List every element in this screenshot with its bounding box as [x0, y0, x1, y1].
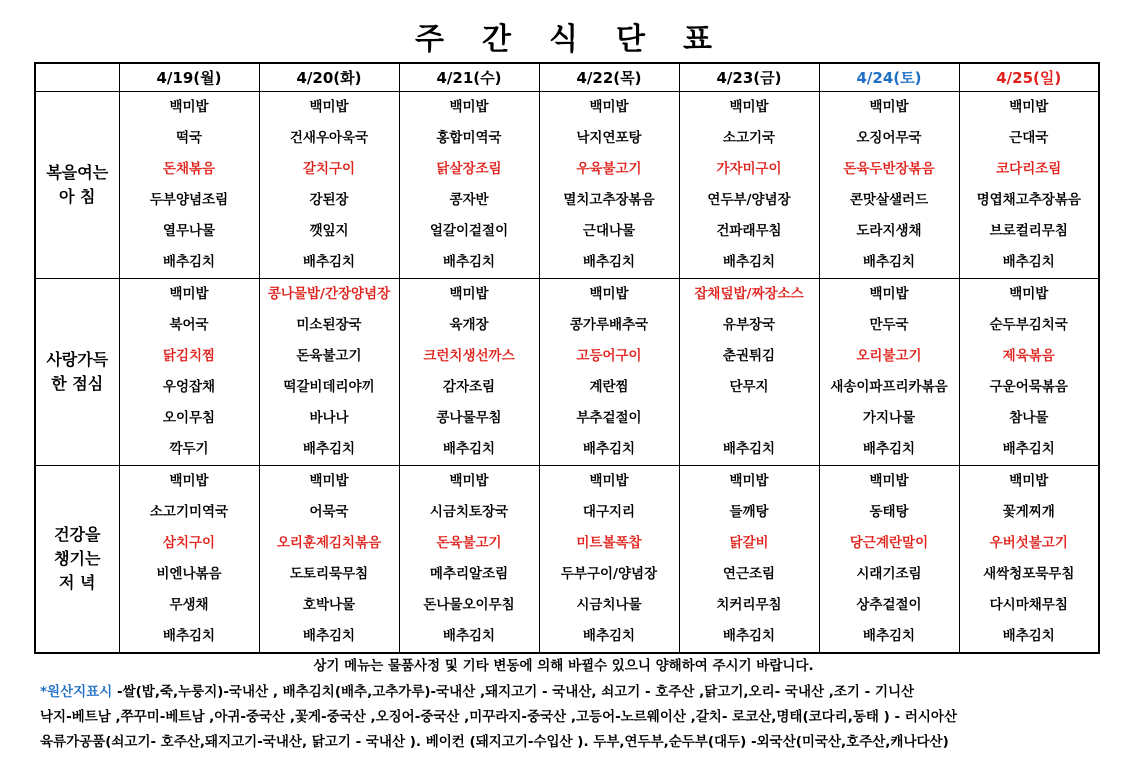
- menu-item: 바나나: [309, 410, 349, 426]
- menu-item: 들깨탕: [729, 504, 769, 520]
- menu-item: 새싹청포묵무침: [983, 566, 1075, 582]
- menu-item: 배추김치: [302, 441, 356, 457]
- meal-label-line: 아 침: [59, 187, 96, 206]
- menu-item: 백미밥: [589, 473, 629, 489]
- menu-cell: [679, 279, 819, 466]
- meal-label: [35, 279, 119, 466]
- menu-item: 콩나물밥/간장양념장: [267, 286, 391, 302]
- menu-item: 대구지리: [582, 504, 636, 520]
- menu-item: 가자미구이: [716, 161, 782, 177]
- origin-line-1-text: -쌀(밥,죽,누룽지)-국내산 , 배추김치(배추,고추가루)-국내산 ,돼지고기 - 국내산, 쇠고기 - 호주산 ,닭고기,오리- 국내산 ,조기 - 기니산: [112, 684, 915, 700]
- day-header: 4/25(일): [959, 63, 1099, 92]
- menu-item: 만두국: [869, 317, 909, 333]
- menu-item: 도라지생채: [856, 223, 922, 239]
- menu-item: 근대나물: [582, 223, 636, 239]
- menu-item: 감자조림: [442, 379, 496, 395]
- day-header: 4/20(화): [259, 63, 399, 92]
- meal-label-line: 한 점심: [51, 374, 104, 393]
- menu-item: 잡채덮밥/짜장소스: [694, 286, 804, 302]
- menu-item: 닭살장조림: [436, 161, 502, 177]
- menu-item: 배추김치: [862, 254, 916, 270]
- menu-item: 배추김치: [162, 254, 216, 270]
- menu-cell: [819, 466, 959, 654]
- menu-item: 백미밥: [169, 473, 209, 489]
- menu-item: 우버섯불고기: [989, 535, 1068, 551]
- menu-item: 콩가루배추국: [569, 317, 649, 333]
- menu-item: 고등어구이: [576, 348, 642, 364]
- menu-item: 시금치토장국: [429, 504, 509, 520]
- menu-cell: [679, 466, 819, 654]
- menu-item: 멸치고추장볶음: [563, 192, 655, 208]
- menu-item: 참나물: [1009, 410, 1049, 426]
- menu-item: 닭갈비: [729, 535, 769, 551]
- menu-item: 건파래무침: [716, 223, 782, 239]
- menu-item: 백미밥: [309, 473, 349, 489]
- menu-item: 배추김치: [1002, 254, 1055, 270]
- day-header: 4/19(월): [119, 63, 259, 92]
- menu-item: 배추김치: [302, 628, 356, 644]
- menu-item: 백미밥: [449, 286, 489, 302]
- menu-item: 순두부김치국: [989, 317, 1068, 333]
- menu-item: 백미밥: [309, 99, 349, 115]
- menu-item: 백미밥: [169, 286, 209, 302]
- menu-item: 백미밥: [589, 99, 629, 115]
- menu-item: 부추겉절이: [576, 410, 642, 426]
- menu-item: 갈치구이: [302, 161, 356, 177]
- menu-item: 연근조림: [722, 566, 776, 582]
- meal-label-line: 복을여는: [46, 163, 109, 182]
- menu-item: 콩자반: [449, 192, 489, 208]
- menu-item: 배추김치: [442, 254, 496, 270]
- menu-cell: [399, 92, 539, 279]
- menu-item: 치커리무침: [716, 597, 782, 613]
- menu-item: 오징어무국: [856, 130, 922, 146]
- menu-item: 강된장: [309, 192, 349, 208]
- menu-item: 단무지: [729, 379, 769, 395]
- menu-cell: [959, 279, 1099, 466]
- menu-item: 배추김치: [722, 441, 776, 457]
- menu-item: 돈육두반장볶음: [843, 161, 935, 177]
- menu-cell: [399, 466, 539, 654]
- menu-item: 돈나물오이무침: [423, 597, 515, 613]
- menu-item: 백미밥: [449, 99, 489, 115]
- menu-item: 백미밥: [869, 99, 909, 115]
- menu-item: 미소된장국: [296, 317, 362, 333]
- menu-item: 유부장국: [722, 317, 776, 333]
- menu-item: 두부양념조림: [149, 192, 229, 208]
- menu-item: 북어국: [169, 317, 209, 333]
- menu-item: 배추김치: [1002, 628, 1055, 644]
- menu-item: 열무나물: [162, 223, 216, 239]
- menu-item: 우육불고기: [576, 161, 642, 177]
- menu-item: 배추김치: [582, 628, 636, 644]
- menu-item: 크런치생선까스: [423, 348, 515, 364]
- menu-cell: [959, 92, 1099, 279]
- menu-item: 명엽채고추장볶음: [976, 192, 1081, 208]
- menu-item: 떡갈비데리야끼: [283, 379, 375, 395]
- menu-item: 배추김치: [862, 628, 916, 644]
- menu-item: 코다리조림: [996, 161, 1062, 177]
- day-header: 4/22(목): [539, 63, 679, 92]
- menu-item: 오리훈제김치볶음: [276, 535, 382, 551]
- menu-cell: [679, 92, 819, 279]
- menu-item: 제육볶음: [1002, 348, 1055, 364]
- menu-item: 오리불고기: [856, 348, 922, 364]
- menu-item: 백미밥: [1009, 286, 1049, 302]
- menu-cell: [259, 92, 399, 279]
- menu-item: 돈채볶음: [162, 161, 216, 177]
- menu-item: 배추김치: [1002, 441, 1055, 457]
- meal-row: [35, 466, 1099, 654]
- menu-item: 떡국: [175, 130, 203, 146]
- menu-cell: [119, 279, 259, 466]
- menu-item: 콘맛살샐러드: [849, 192, 929, 208]
- meal-label-line: 저 녁: [59, 573, 96, 592]
- weekly-menu-table: [34, 62, 1100, 654]
- meal-label-line: 건강을: [54, 525, 101, 544]
- menu-item: 홍합미역국: [436, 130, 502, 146]
- menu-item: 백미밥: [869, 473, 909, 489]
- meal-row: [35, 92, 1099, 279]
- menu-item: 백미밥: [729, 473, 769, 489]
- menu-item: 닭김치찜: [162, 348, 216, 364]
- menu-item: 무생채: [169, 597, 209, 613]
- menu-item: 다시마채무침: [989, 597, 1068, 613]
- menu-item: 구운어묵볶음: [989, 379, 1068, 395]
- menu-item: 건새우아욱국: [289, 130, 369, 146]
- page-title: 주간식단표: [415, 22, 750, 57]
- menu-cell: [539, 466, 679, 654]
- day-header: 4/24(토): [819, 63, 959, 92]
- menu-item: 배추김치: [162, 628, 216, 644]
- menu-item: 백미밥: [169, 99, 209, 115]
- menu-item: 배추김치: [442, 628, 496, 644]
- origin-lead: *원산지표시: [40, 684, 113, 700]
- menu-item: 배추김치: [582, 441, 636, 457]
- menu-item: 상추겉절이: [856, 597, 922, 613]
- menu-cell: [539, 279, 679, 466]
- menu-item: 배추김치: [582, 254, 636, 270]
- menu-item: 백미밥: [1009, 473, 1049, 489]
- menu-item: 배추김치: [442, 441, 496, 457]
- menu-item: 돈육불고기: [436, 535, 502, 551]
- menu-item: 가지나물: [862, 410, 916, 426]
- menu-item: 근대국: [1009, 130, 1049, 146]
- meal-label-line: 챙기는: [54, 549, 101, 568]
- menu-item: 배추김치: [722, 254, 776, 270]
- menu-cell: [119, 92, 259, 279]
- meal-label: [35, 92, 119, 279]
- menu-item: 브로컬리무침: [989, 223, 1068, 239]
- menu-item: 우엉잡채: [162, 379, 216, 395]
- day-header: 4/21(수): [399, 63, 539, 92]
- menu-item: 오이무침: [162, 410, 216, 426]
- menu-item: 미트볼폭찹: [576, 535, 642, 551]
- menu-cell: [819, 92, 959, 279]
- menu-item: 시금치나물: [576, 597, 642, 613]
- menu-item: 계란찜: [589, 379, 629, 395]
- menu-item: 당근계란말이: [849, 535, 929, 551]
- menu-item: 어묵국: [309, 504, 349, 520]
- day-header-row: [35, 63, 1099, 92]
- menu-item: 낙지연포탕: [576, 130, 642, 146]
- menu-item: 연두부/양념장: [707, 192, 791, 208]
- menu-item: 배추김치: [302, 254, 356, 270]
- menu-cell: [959, 466, 1099, 654]
- menu-cell: [819, 279, 959, 466]
- menu-item: 비엔나볶음: [156, 566, 222, 582]
- meal-row: [35, 279, 1099, 466]
- menu-item: [680, 403, 819, 434]
- menu-cell: [259, 466, 399, 654]
- origin-info: [40, 680, 1100, 755]
- menu-item: 두부구이/양념장: [560, 566, 658, 582]
- menu-item: 배추김치: [862, 441, 916, 457]
- notice-text: 상기 메뉴는 물품사정 및 기타 변동에 의해 바뀔수 있으니 양해하여 주시기 바랍니다.: [313, 658, 814, 674]
- menu-item: 춘권튀김: [722, 348, 776, 364]
- menu-item: 메추리알조림: [429, 566, 509, 582]
- menu-item: 도토리묵무침: [289, 566, 369, 582]
- menu-item: 돈육불고기: [296, 348, 362, 364]
- menu-cell: [539, 92, 679, 279]
- origin-line-2: 낙지-베트남 ,쭈꾸미-베트남 ,아귀-중국산 ,꽃게-중국산 ,오징어-중국산 ,미꾸라지-중국산 ,고등어-노르웨이산 ,갈치- 로코산,명태(코다리,동태 ) - 러시아산: [40, 709, 957, 725]
- menu-item: 깍두기: [169, 441, 209, 457]
- menu-item: 백미밥: [589, 286, 629, 302]
- menu-item: 소고기국: [722, 130, 776, 146]
- menu-item: 동태탕: [869, 504, 909, 520]
- menu-cell: [119, 466, 259, 654]
- menu-item: 육개장: [449, 317, 489, 333]
- menu-item: 콩나물무침: [436, 410, 502, 426]
- menu-item: 소고기미역국: [149, 504, 229, 520]
- menu-item: 배추김치: [722, 628, 776, 644]
- menu-item: 시래기조림: [856, 566, 922, 582]
- menu-item: 꽃게찌개: [1002, 504, 1055, 520]
- menu-item: 삼치구이: [162, 535, 216, 551]
- meal-label-line: 사랑가득: [46, 350, 109, 369]
- day-header: 4/23(금): [679, 63, 819, 92]
- menu-item: 백미밥: [449, 473, 489, 489]
- menu-item: 호박나물: [302, 597, 356, 613]
- header-corner: [35, 63, 119, 92]
- origin-line-3: 육류가공품(쇠고기- 호주산,돼지고기-국내산, 닭고기 - 국내산 ). 베이컨 (돼지고기-수입산 ). 두부,연두부,순두부(대두) -외국산(미국산,호주산,캐나다산): [40, 734, 949, 750]
- meal-label: [35, 466, 119, 654]
- menu-cell: [259, 279, 399, 466]
- menu-item: 얼갈이겉절이: [429, 223, 509, 239]
- menu-item: 새송이파프리카볶음: [830, 379, 948, 395]
- menu-cell: [399, 279, 539, 466]
- menu-item: 백미밥: [1009, 99, 1049, 115]
- menu-item: 백미밥: [729, 99, 769, 115]
- menu-item: 백미밥: [869, 286, 909, 302]
- menu-item: 깻잎지: [309, 223, 349, 239]
- origin-line-1: [40, 680, 1100, 705]
